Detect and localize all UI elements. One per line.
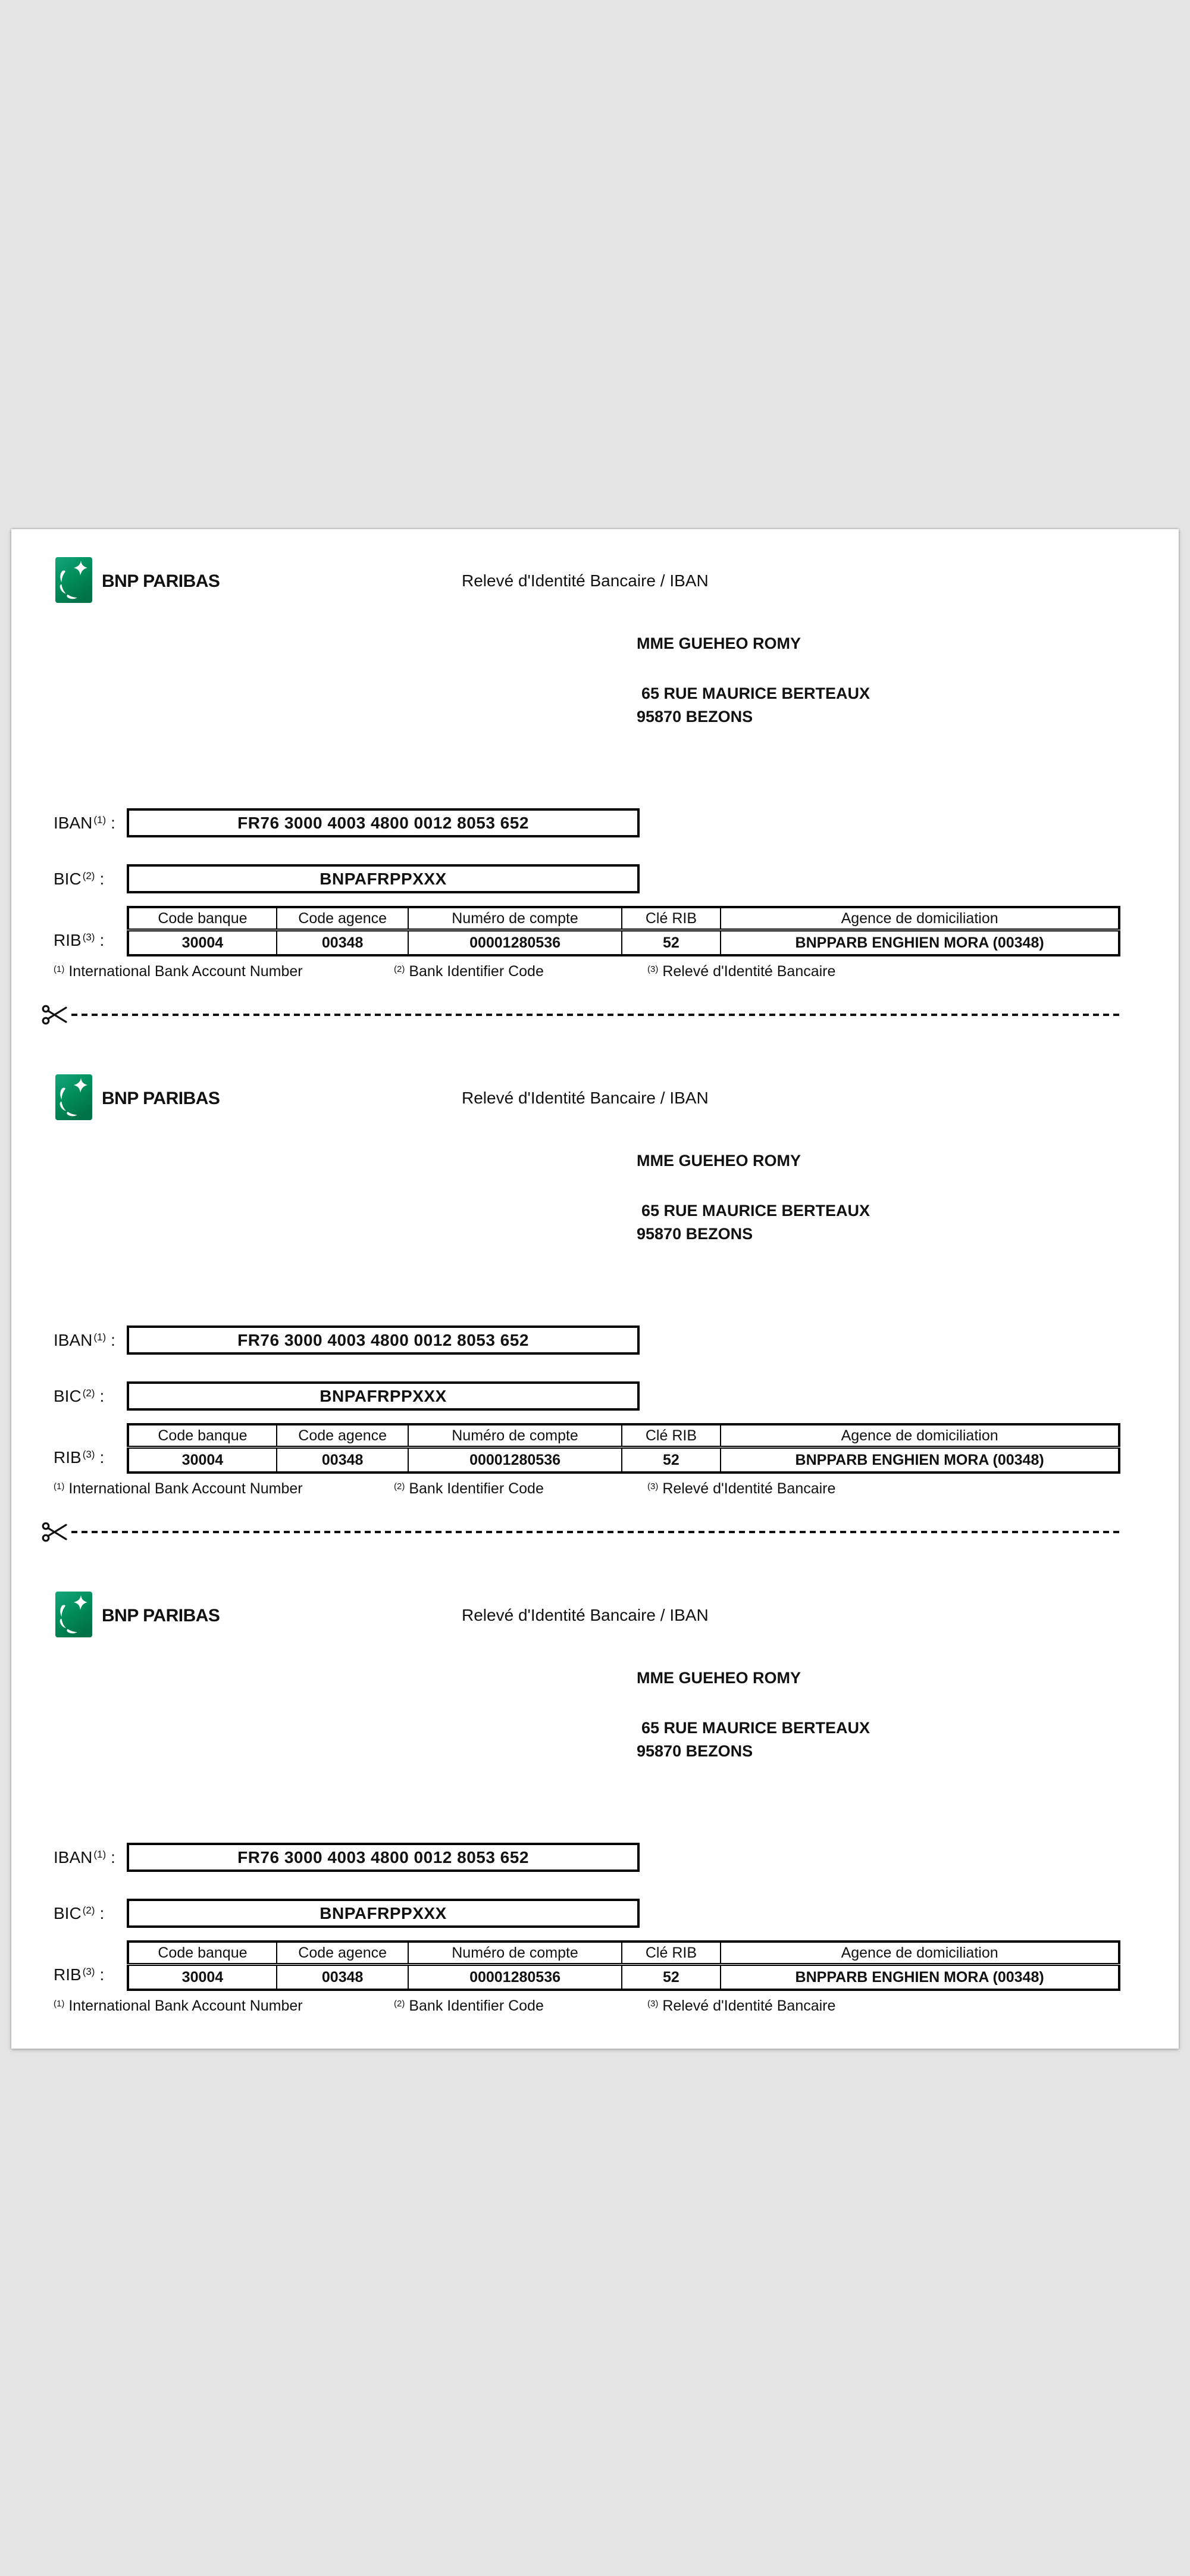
rib-header-code-agence: Code agence bbox=[277, 1942, 409, 1965]
iban-footnote-ref: (1) bbox=[93, 814, 107, 826]
bic-footnote-ref: (2) bbox=[82, 1387, 95, 1399]
iban-value-box bbox=[127, 1325, 640, 1355]
rib-header-code-banque: Code banque bbox=[128, 1424, 277, 1448]
rib-header-cle-rib: Clé RIB bbox=[622, 907, 721, 930]
bic-value-box bbox=[127, 864, 640, 893]
recipient-name: MME GUEHEO ROMY bbox=[637, 634, 801, 652]
footnote-bic: $^{(2)}$ Bank Identifier Code bbox=[394, 1997, 544, 2014]
iban-footnote-ref: (1) bbox=[93, 1849, 107, 1860]
footnote-bic: $^{(2)}$ Bank Identifier Code bbox=[394, 1480, 544, 1497]
iban-footnote-ref: (1) bbox=[93, 1331, 107, 1343]
rib-header-code-agence: Code agence bbox=[277, 1424, 409, 1448]
brand-name: BNP PARIBAS bbox=[102, 1606, 220, 1625]
footnote-iban: $^{(1)}$ International Bank Account Number bbox=[54, 1997, 303, 2014]
recipient-address-line2: 95870 BEZONS bbox=[637, 1225, 753, 1243]
rib-footnote-ref: (3) bbox=[82, 1966, 95, 1977]
iban-value-box bbox=[127, 1843, 640, 1872]
rib-table-header-row bbox=[128, 907, 1119, 930]
rib-table bbox=[127, 1940, 1120, 1991]
bnp-paribas-logo-icon bbox=[55, 1592, 92, 1637]
bic-value-box bbox=[127, 1899, 640, 1928]
footnote-iban: $^{(1)}$ International Bank Account Number bbox=[54, 1480, 303, 1497]
footnotes bbox=[11, 963, 1179, 983]
bic-row bbox=[11, 1899, 1179, 1928]
bic-row bbox=[11, 864, 1179, 893]
rib-header-cle-rib: Clé RIB bbox=[622, 1942, 721, 1965]
rib-value-cle-rib: 52 bbox=[622, 930, 721, 956]
rib-value-code-agence: 00348 bbox=[277, 930, 409, 956]
bic-value: BNPAFRPPXXX bbox=[320, 869, 447, 888]
document-title: Relevé d'Identité Bancaire / IBAN bbox=[462, 1606, 709, 1624]
rib-table bbox=[127, 906, 1120, 956]
scissors-icon bbox=[42, 1003, 69, 1026]
iban-value: FR76 3000 4003 4800 0012 8053 652 bbox=[237, 813, 529, 832]
recipient-address-line1: 65 RUE MAURICE BERTEAUX bbox=[641, 1719, 870, 1737]
recipient-address-line2: 95870 BEZONS bbox=[637, 1742, 753, 1760]
footnote-bic: $^{(2)}$ Bank Identifier Code bbox=[394, 963, 544, 980]
bnp-paribas-logo-icon bbox=[55, 1074, 92, 1120]
rib-value-agence-domiciliation: BNPPARB ENGHIEN MORA (00348) bbox=[721, 1448, 1119, 1473]
rib-header-code-banque: Code banque bbox=[128, 1942, 277, 1965]
rib-value-code-agence: 00348 bbox=[277, 1448, 409, 1473]
footnotes bbox=[11, 1480, 1179, 1500]
iban-value: FR76 3000 4003 4800 0012 8053 652 bbox=[237, 1847, 529, 1867]
document-title: Relevé d'Identité Bancaire / IBAN bbox=[462, 571, 709, 590]
bnp-paribas-logo-icon bbox=[55, 557, 92, 603]
rib-table-value-row bbox=[128, 1448, 1119, 1473]
iban-label: IBAN $^{(1)}$ : bbox=[54, 1331, 115, 1349]
brand-name: BNP PARIBAS bbox=[102, 1089, 220, 1108]
rib-value-numero-compte: 00001280536 bbox=[408, 930, 621, 956]
rib-header-agence-domiciliation: Agence de domiciliation bbox=[721, 907, 1119, 930]
footnote-rib: $^{(3)}$ Relevé d'Identité Bancaire bbox=[647, 1997, 836, 2014]
rib-value-code-banque: 30004 bbox=[128, 1965, 277, 1990]
rib-header-numero-compte: Numéro de compte bbox=[408, 1942, 621, 1965]
rib-table-header-row bbox=[128, 1424, 1119, 1448]
rib-header-cle-rib: Clé RIB bbox=[622, 1424, 721, 1448]
cut-line bbox=[11, 1002, 1179, 1027]
rib-footnote-ref: (3) bbox=[82, 1449, 95, 1460]
rib-value-code-banque: 30004 bbox=[128, 930, 277, 956]
rib-value-numero-compte: 00001280536 bbox=[408, 1448, 621, 1473]
rib-value-cle-rib: 52 bbox=[622, 1448, 721, 1473]
rib-table bbox=[127, 1423, 1120, 1474]
bic-value-box bbox=[127, 1381, 640, 1411]
iban-label: IBAN $^{(1)}$ : bbox=[54, 1848, 115, 1867]
recipient-name: MME GUEHEO ROMY bbox=[637, 1669, 801, 1687]
footnote-iban: $^{(1)}$ International Bank Account Number bbox=[54, 963, 303, 980]
rib-value-code-agence: 00348 bbox=[277, 1965, 409, 1990]
bic-label: BIC $^{(2)}$ : bbox=[54, 870, 105, 888]
cut-line bbox=[11, 1520, 1179, 1545]
bic-value: BNPAFRPPXXX bbox=[320, 1903, 447, 1922]
footnotes bbox=[11, 1997, 1179, 2018]
rib-header-code-agence: Code agence bbox=[277, 907, 409, 930]
bic-footnote-ref: (2) bbox=[82, 1905, 95, 1916]
rib-header-numero-compte: Numéro de compte bbox=[408, 907, 621, 930]
recipient-address-line2: 95870 BEZONS bbox=[637, 708, 753, 726]
rib-table-value-row bbox=[128, 930, 1119, 956]
document-page bbox=[11, 529, 1179, 2049]
rib-value-cle-rib: 52 bbox=[622, 1965, 721, 1990]
footnote-rib: $^{(3)}$ Relevé d'Identité Bancaire bbox=[647, 963, 836, 980]
bic-label: BIC $^{(2)}$ : bbox=[54, 1387, 105, 1405]
rib-section-2 bbox=[11, 1074, 1179, 1592]
scissors-icon bbox=[42, 1521, 69, 1543]
iban-row bbox=[11, 1325, 1179, 1355]
bic-value: BNPAFRPPXXX bbox=[320, 1386, 447, 1405]
iban-value-box bbox=[127, 808, 640, 837]
rib-header-code-banque: Code banque bbox=[128, 907, 277, 930]
rib-value-agence-domiciliation: BNPPARB ENGHIEN MORA (00348) bbox=[721, 930, 1119, 956]
recipient-address-line1: 65 RUE MAURICE BERTEAUX bbox=[641, 684, 870, 702]
rib-table-value-row bbox=[128, 1965, 1119, 1990]
rib-header-agence-domiciliation: Agence de domiciliation bbox=[721, 1942, 1119, 1965]
rib-label: RIB $^{(3)}$ : bbox=[54, 1965, 105, 1984]
rib-value-code-banque: 30004 bbox=[128, 1448, 277, 1473]
iban-label: IBAN $^{(1)}$ : bbox=[54, 814, 115, 832]
rib-label: RIB $^{(3)}$ : bbox=[54, 931, 105, 949]
recipient-address-line1: 65 RUE MAURICE BERTEAUX bbox=[641, 1202, 870, 1220]
iban-value: FR76 3000 4003 4800 0012 8053 652 bbox=[237, 1330, 529, 1349]
rib-header-numero-compte: Numéro de compte bbox=[408, 1424, 621, 1448]
brand-name: BNP PARIBAS bbox=[102, 571, 220, 591]
iban-row bbox=[11, 808, 1179, 837]
bic-row bbox=[11, 1381, 1179, 1411]
rib-label: RIB $^{(3)}$ : bbox=[54, 1448, 105, 1467]
rib-section-3 bbox=[11, 1592, 1179, 2109]
bic-footnote-ref: (2) bbox=[82, 870, 95, 881]
dashed-cut-rule bbox=[71, 1014, 1120, 1016]
footnote-rib: $^{(3)}$ Relevé d'Identité Bancaire bbox=[647, 1480, 836, 1497]
rib-footnote-ref: (3) bbox=[82, 931, 95, 943]
bic-label: BIC $^{(2)}$ : bbox=[54, 1904, 105, 1922]
rib-value-numero-compte: 00001280536 bbox=[408, 1965, 621, 1990]
rib-table-header-row bbox=[128, 1942, 1119, 1965]
rib-section-1 bbox=[11, 557, 1179, 1074]
recipient-name: MME GUEHEO ROMY bbox=[637, 1152, 801, 1170]
document-title: Relevé d'Identité Bancaire / IBAN bbox=[462, 1089, 709, 1107]
dashed-cut-rule bbox=[71, 1531, 1120, 1533]
rib-value-agence-domiciliation: BNPPARB ENGHIEN MORA (00348) bbox=[721, 1965, 1119, 1990]
iban-row bbox=[11, 1843, 1179, 1872]
rib-header-agence-domiciliation: Agence de domiciliation bbox=[721, 1424, 1119, 1448]
